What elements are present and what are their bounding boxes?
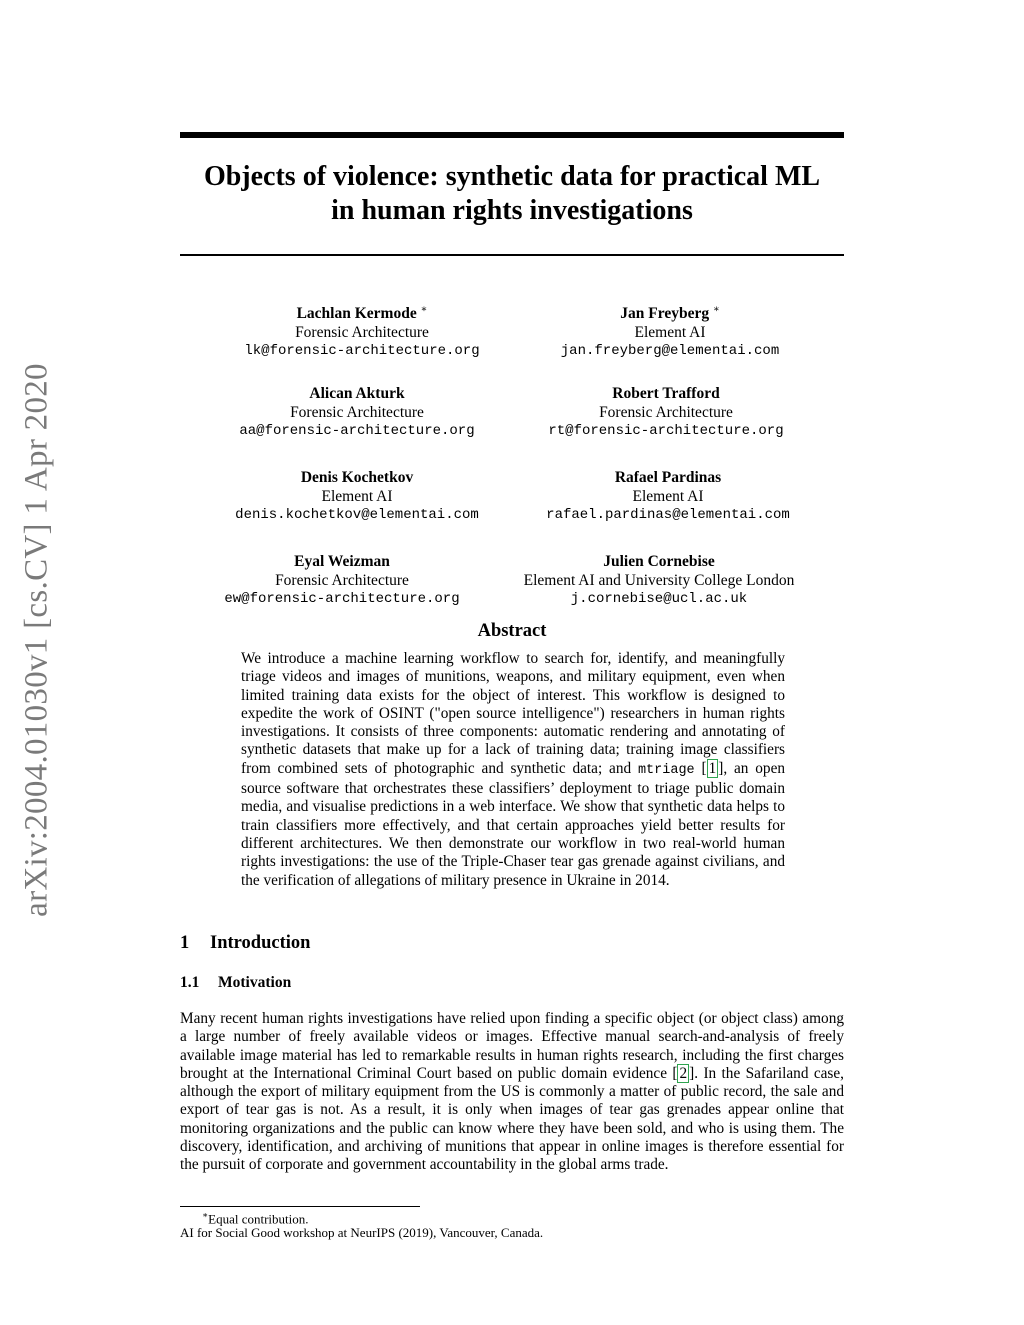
author-email[interactable]: rafael.pardinas@elementai.com <box>546 507 790 523</box>
abstract-body <box>241 650 785 890</box>
author-name: Alican Akturk <box>309 385 405 402</box>
motivation-text-part-2: . In the Safariland case, although the export of military equipment from the US is commonly a matter of public record, the sale and export of tear gas is not. As a result, it is only when images of tear gas grenades appear online that monitoring organizations and the public can know where they have been sold, and who is using them. The discovery, identification, and archiving of munitions that appear in online images is therefore essential for the pursuit of corporate and government accountability in the global arms trade. <box>180 1064 844 1174</box>
author-name: Julien Cornebise <box>603 553 715 570</box>
subsection-number: 1.1 <box>180 974 200 991</box>
section-heading-introduction <box>180 933 310 954</box>
subsection-title: Motivation <box>218 974 292 991</box>
arxiv-sidebar <box>12 340 62 940</box>
author-name: Eyal Weizman <box>294 553 390 570</box>
abstract-text-part-2: , an open source software that orchestrates these classifiers’ deployment to triage public domain media, and visualise predictions in a web interface. We show that synthetic data helps to train classifiers more effectively, and that certain approaches yield better results for different architectures. We then demonstrate our workflow in two real-world human rights investigations: the use of the Triple-Chaser tear gas grenade against civilians, and the verification of allegations of military presence in Ukraine in 2014. <box>241 759 786 889</box>
title-line-2: in human rights investigations <box>331 195 693 226</box>
tool-name-mtriage: mtriage <box>637 762 695 778</box>
author-email[interactable]: j.cornebise@ucl.ac.uk <box>570 591 748 607</box>
author-affiliation: Forensic Architecture <box>295 324 429 342</box>
footnote-rule <box>180 1206 420 1207</box>
footnote-mark: ∗ <box>202 1210 209 1220</box>
subsection-heading-motivation <box>180 974 291 992</box>
author-email[interactable]: ew@forensic-architecture.org <box>224 591 460 607</box>
author-entry <box>177 552 507 609</box>
author-entry <box>494 552 824 609</box>
author-affiliation: Forensic Architecture <box>599 404 733 421</box>
paper-title <box>180 160 844 228</box>
equal-contribution-mark: ∗ <box>712 304 720 315</box>
author-name: Rafael Pardinas <box>614 469 722 486</box>
author-affiliation: Element AI and University College London <box>523 572 795 589</box>
author-email[interactable]: rt@forensic-architecture.org <box>548 423 784 439</box>
venue-note: AI for Social Good workshop at NeurIPS (2019), Vancouver, Canada. <box>180 1225 544 1240</box>
author-email[interactable]: aa@forensic-architecture.org <box>239 423 475 439</box>
citation-number: 2 <box>679 1064 688 1082</box>
author-affiliation: Element AI <box>321 488 393 505</box>
author-affiliation: Forensic Architecture <box>275 572 409 589</box>
author-affiliation: Element AI <box>632 488 704 505</box>
author-entry <box>197 300 527 361</box>
citation-link[interactable]: [ 1 ] <box>701 759 724 777</box>
author-email[interactable]: denis.kochetkov@elementai.com <box>235 507 479 523</box>
author-name: Jan Freyberg <box>620 305 710 323</box>
arxiv-identifier: arXiv:2004.01030v1 [cs.CV] 1 Apr 2020 <box>18 363 55 917</box>
author-email[interactable]: jan.freyberg@elementai.com <box>560 343 780 360</box>
equal-contribution-mark: ∗ <box>420 304 428 315</box>
citation-link[interactable]: [ 2 ] <box>672 1064 695 1082</box>
author-name: Denis Kochetkov <box>300 469 414 486</box>
author-entry <box>503 468 833 525</box>
citation-number: 1 <box>708 759 717 777</box>
author-email[interactable]: lk@forensic-architecture.org <box>244 343 480 360</box>
section-title: Introduction <box>210 933 311 953</box>
author-affiliation: Element AI <box>634 324 706 342</box>
author-entry <box>501 384 831 441</box>
title-line-1: Objects of violence: synthetic data for practical ML <box>203 161 821 192</box>
author-affiliation: Forensic Architecture <box>290 404 424 421</box>
abstract-text-part-1: We introduce a machine learning workflow to search for, identify, and meaningfully triage videos and images of munitions, weapons, and military equipment, even when limited training data exists for the object of interest. This workflow is designed to expedite the work of OSINT ("open source intelligence") researchers in human rights investigations. It consists of three components: automatic rendering and annotating of synthetic datasets that make up for a lack of training data; training image classifiers from combined sets of photographic and synthetic data; and <box>241 650 785 777</box>
section-number: 1 <box>180 933 190 953</box>
author-name: Robert Trafford <box>612 385 720 402</box>
title-top-rule <box>180 132 844 138</box>
author-entry <box>505 300 835 361</box>
motivation-paragraph <box>180 1010 844 1175</box>
author-name: Lachlan Kermode <box>296 305 417 323</box>
footnote-text: Equal contribution. <box>208 1211 309 1227</box>
author-entry <box>192 468 522 525</box>
abstract-heading: Abstract <box>477 621 547 641</box>
motivation-text-part-1: Many recent human rights investigations have relied upon finding a specific object (or object class) among a large number of freely available videos or images. Effective manual search-and-analysis of freely available image material has led to remarkable results in human rights research, including the first charges brought at the International Criminal Court based on public domain evidence <box>180 1010 844 1082</box>
author-entry <box>192 384 522 441</box>
title-bottom-rule <box>180 254 844 256</box>
